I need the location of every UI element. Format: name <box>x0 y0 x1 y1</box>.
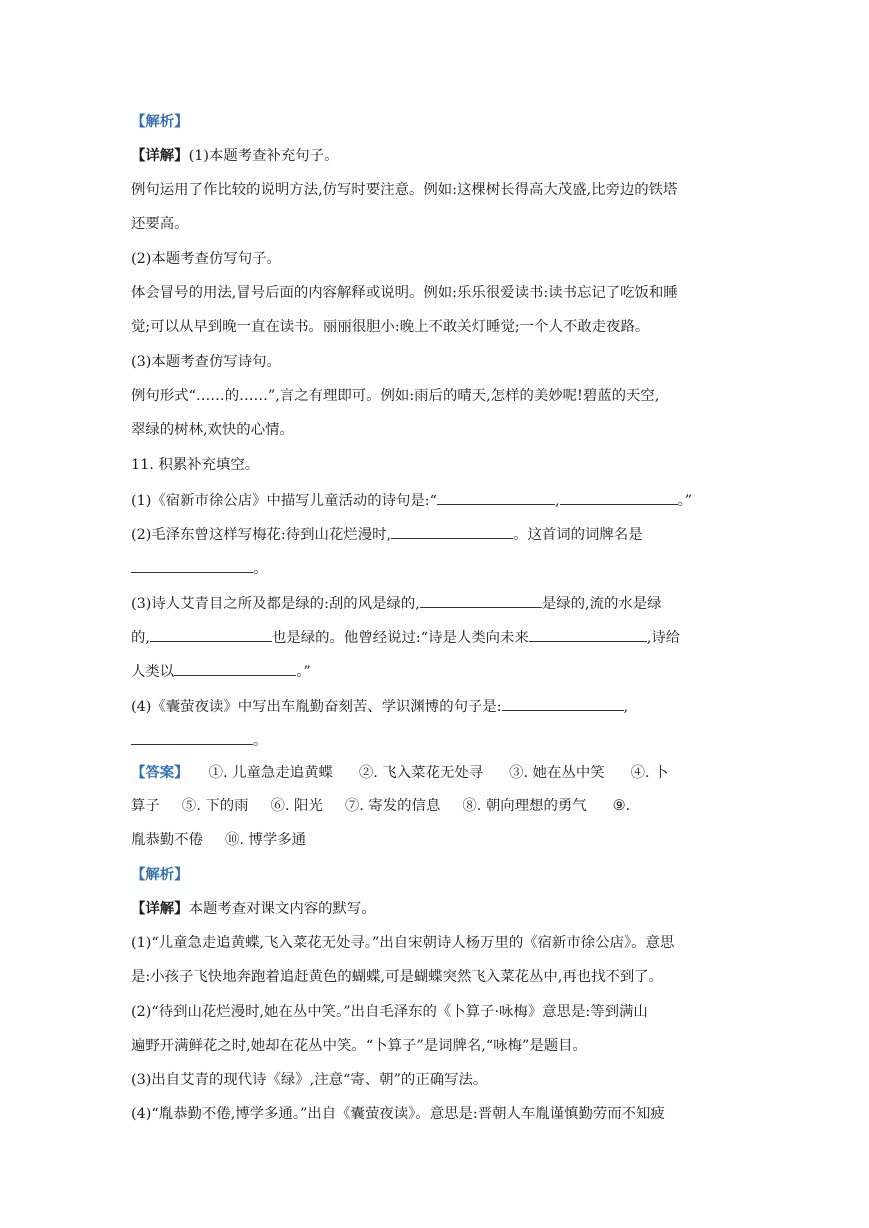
blank-field[interactable] <box>560 489 678 505</box>
question-text: (1)《宿新市徐公店》中描写儿童活动的诗句是:“ <box>131 493 438 509</box>
text-line: (1)“儿童急走追黄蝶,飞入菜花无处寻。”出自宋朝诗人杨万里的《宿新市徐公店》。意思 <box>131 935 675 951</box>
question-text: (2)毛泽东曾这样写梅花:待到山花烂漫时, <box>131 527 392 543</box>
answer-tag: 【答案】 <box>131 764 189 781</box>
answer-item: ③. 她在丛中笑 <box>509 765 605 781</box>
question-text: ,诗给 <box>646 630 681 646</box>
question-line <box>131 592 743 614</box>
answer-item: ⑨. <box>612 798 631 814</box>
answer-line <box>131 796 743 816</box>
question-text: 。 <box>253 561 268 577</box>
blank-field[interactable] <box>391 523 513 539</box>
detail-label: 【详解】 <box>131 147 189 164</box>
detail-line <box>131 899 743 919</box>
text-line: 遍野开满鲜花之时,她却在花丛中笑。“卜算子”是词牌名,“咏梅”是题目。 <box>131 1038 587 1054</box>
question-text: 。 <box>253 733 268 749</box>
question-text: 。这首词的词牌名是 <box>513 527 643 543</box>
text-line: 是:小孩子飞快地奔跑着追赶黄色的蝴蝶,可是蝴蝶突然飞入菜花丛中,再也找不到了。 <box>131 969 664 985</box>
question-text: 也是绿的。他曾经说过:“诗是人类向未来 <box>271 630 529 646</box>
blank-field[interactable] <box>502 695 624 711</box>
answer-item: ⑩. 博学多通 <box>224 832 307 848</box>
detail-line <box>131 146 743 166</box>
text-line: (3)本题考查仿写诗句。 <box>131 354 281 370</box>
analysis-tag <box>131 865 743 885</box>
blank-field[interactable] <box>420 592 542 608</box>
text-line: 翠绿的树林,欢快的心情。 <box>131 422 294 438</box>
blank-field[interactable] <box>150 626 272 642</box>
question-text: (4)《囊萤夜读》中写出车胤勤奋刻苦、学识渊博的句子是: <box>131 699 502 715</box>
text-line: 还要高。 <box>131 216 189 232</box>
text-line: (3)出自艾青的现代诗《绿》,注意“寄、朝”的正确写法。 <box>131 1072 488 1088</box>
question-text: , <box>555 493 560 509</box>
text-line: 例句形式“……的……”,言之有理即可。例如:雨后的晴天,怎样的美妙呢!碧蓝的天空, <box>131 388 660 404</box>
text-line: 例句运用了作比较的说明方法,仿写时要注意。例如:这棵树长得高大茂盛,比旁边的铁塔 <box>131 182 678 198</box>
answer-item: ⑦. 寄发的信息 <box>344 798 441 814</box>
question-line <box>131 695 743 717</box>
analysis-label: 【解析】 <box>131 113 189 130</box>
answer-item: ④. 卜 <box>630 765 669 781</box>
detail-text: (1)本题考查补充句子。 <box>188 148 339 164</box>
question-line <box>131 729 743 751</box>
answer-item: 胤恭勤不倦 <box>131 832 203 848</box>
blank-field[interactable] <box>437 489 555 505</box>
text-line: (4)“胤恭勤不倦,博学多通。”出自《囊萤夜读》。意思是:晋朝人车胤谨慎勤劳而不知疲 <box>131 1106 665 1122</box>
blank-field[interactable] <box>529 626 647 642</box>
question-text: 的, <box>131 630 150 646</box>
detail-text: 本题考查对课文内容的默写。 <box>188 901 376 917</box>
answer-item: ⑧. 朝向理想的勇气 <box>462 798 587 814</box>
analysis-label: 【解析】 <box>131 866 189 883</box>
answer-line <box>131 830 743 850</box>
question-line <box>131 626 743 648</box>
question-text: 是绿的,流的水是绿 <box>541 596 662 612</box>
question-line <box>131 489 743 511</box>
question-text: (3)诗人艾青目之所及都是绿的:刮的风是绿的, <box>131 596 420 612</box>
question-title: 11. 积累补充填空。 <box>131 457 260 473</box>
answer-item: ⑤. 下的雨 <box>181 798 249 814</box>
question-line <box>131 660 743 682</box>
text-line: 体会冒号的用法,冒号后面的内容解释或说明。例如:乐乐很爱读书:读书忘记了吃饭和睡 <box>131 285 678 301</box>
question-text: 。” <box>296 664 311 680</box>
answer-item: ①. 儿童急走追黄蝶 <box>208 765 333 781</box>
text-line: 觉;可以从早到晚一直在读书。丽丽很胆小:晚上不敢关灯睡觉;一个人不敢走夜路。 <box>131 319 650 335</box>
text-line: (2)本题考查仿写句子。 <box>131 251 281 267</box>
answer-item: ⑥. 阳光 <box>270 798 323 814</box>
question-text: , <box>623 699 629 715</box>
answer-line <box>131 763 743 783</box>
blank-field[interactable] <box>131 729 253 745</box>
detail-label: 【详解】 <box>131 900 189 917</box>
blank-field[interactable] <box>131 557 253 573</box>
question-text: 。” <box>677 493 693 509</box>
answer-item: 算子 <box>131 798 160 814</box>
question-line <box>131 523 743 545</box>
answer-item: ②. 飞入菜花无处寻 <box>358 765 484 781</box>
text-line: (2)“待到山花烂漫时,她在丛中笑。”出自毛泽东的《卜算子·咏梅》意思是:等到满山 <box>131 1004 648 1020</box>
question-text: 人类以 <box>131 664 175 680</box>
blank-field[interactable] <box>174 660 296 676</box>
question-line <box>131 557 743 579</box>
analysis-tag <box>131 112 743 132</box>
